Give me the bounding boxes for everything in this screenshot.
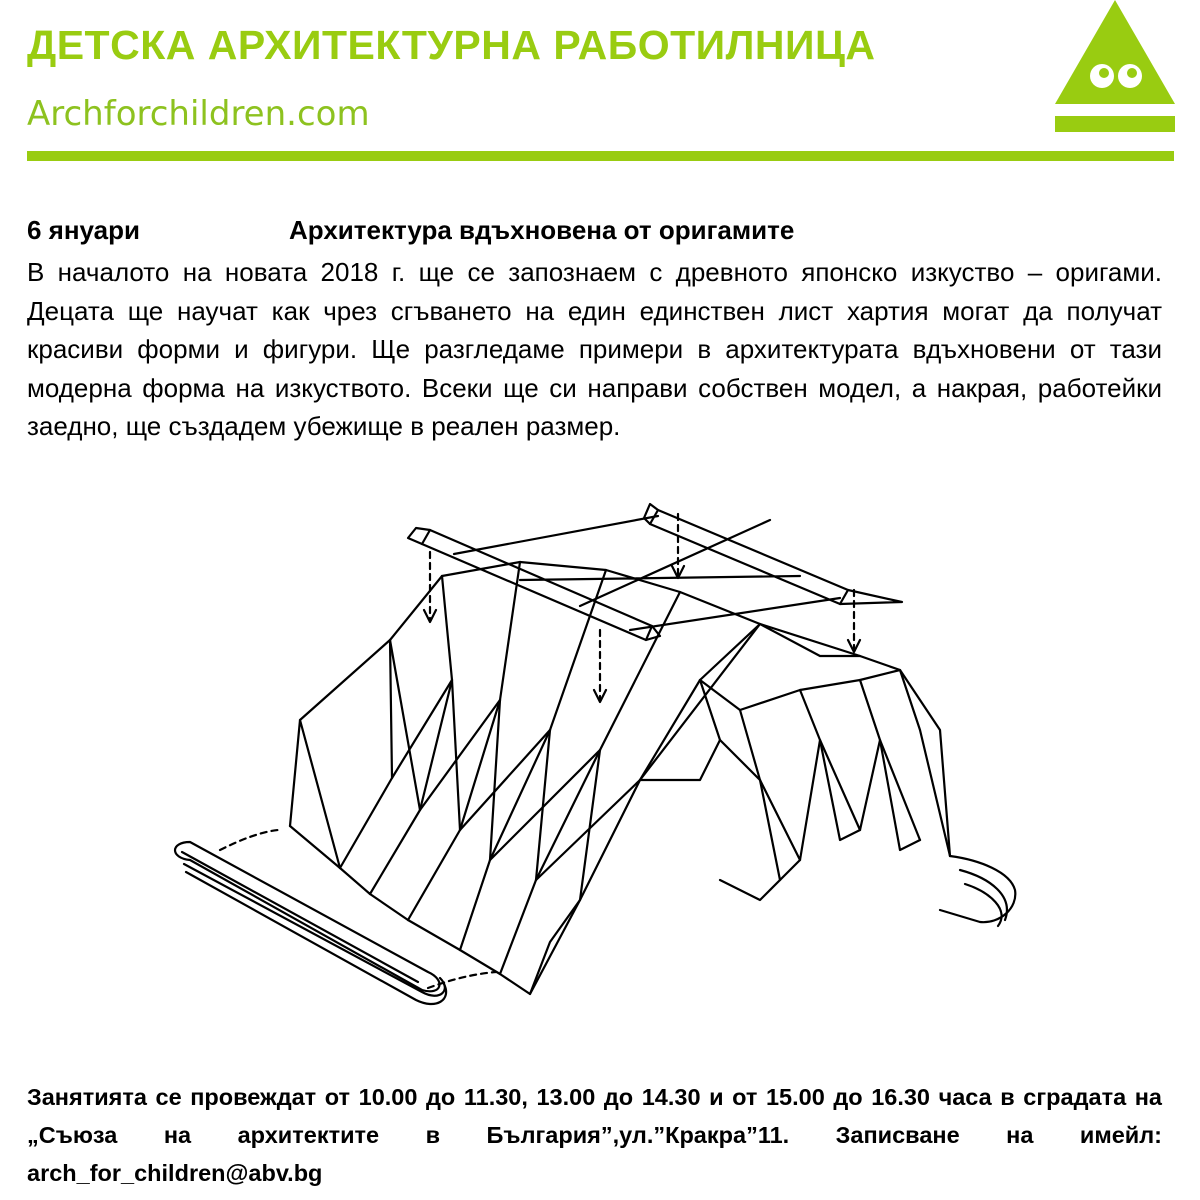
origami-arch-shelter-sketch-icon xyxy=(160,480,1040,1040)
pencil-right xyxy=(644,504,902,604)
footer-info: Занятията се провеждат от 10.00 до 11.30, 13.00 до 14.30 и от 15.00 до 16.30 часа в сградата на „Съюза на архитектите в България”,ул.”Кракра”11. Записване на имейл: arch_for_children@abv.bg xyxy=(27,1084,1162,1186)
right-stick-base xyxy=(940,856,1015,926)
website-link[interactable]: Archforchildren.com xyxy=(27,94,370,134)
event-date: 6 януари xyxy=(27,215,141,245)
page-title: ДЕТСКА АРХИТЕКТУРНА РАБОТИЛНИЦА xyxy=(27,22,876,68)
header-divider xyxy=(27,151,1174,161)
event-title: Архитектура вдъхновена от оригамите xyxy=(289,215,795,245)
origami-arch-folds xyxy=(290,562,950,994)
event-description: В началото на новата 2018 г. ще се запознаем с древното японско изкуство – оригами. Децата ще научат как чрез сгъването на един единствен лист хартия могат да получат красиви форми и фигури. Ще разгледаме примери в архитектурата вдъхновени от тази модерна форма на изкуството. Всеки ще си направи собствен модел, а накрая, работейки заедно, ще създадем убежище в реален размер. xyxy=(27,257,1162,441)
left-stick-base xyxy=(175,842,446,1004)
green-triangle-eyes-icon xyxy=(1055,0,1175,134)
